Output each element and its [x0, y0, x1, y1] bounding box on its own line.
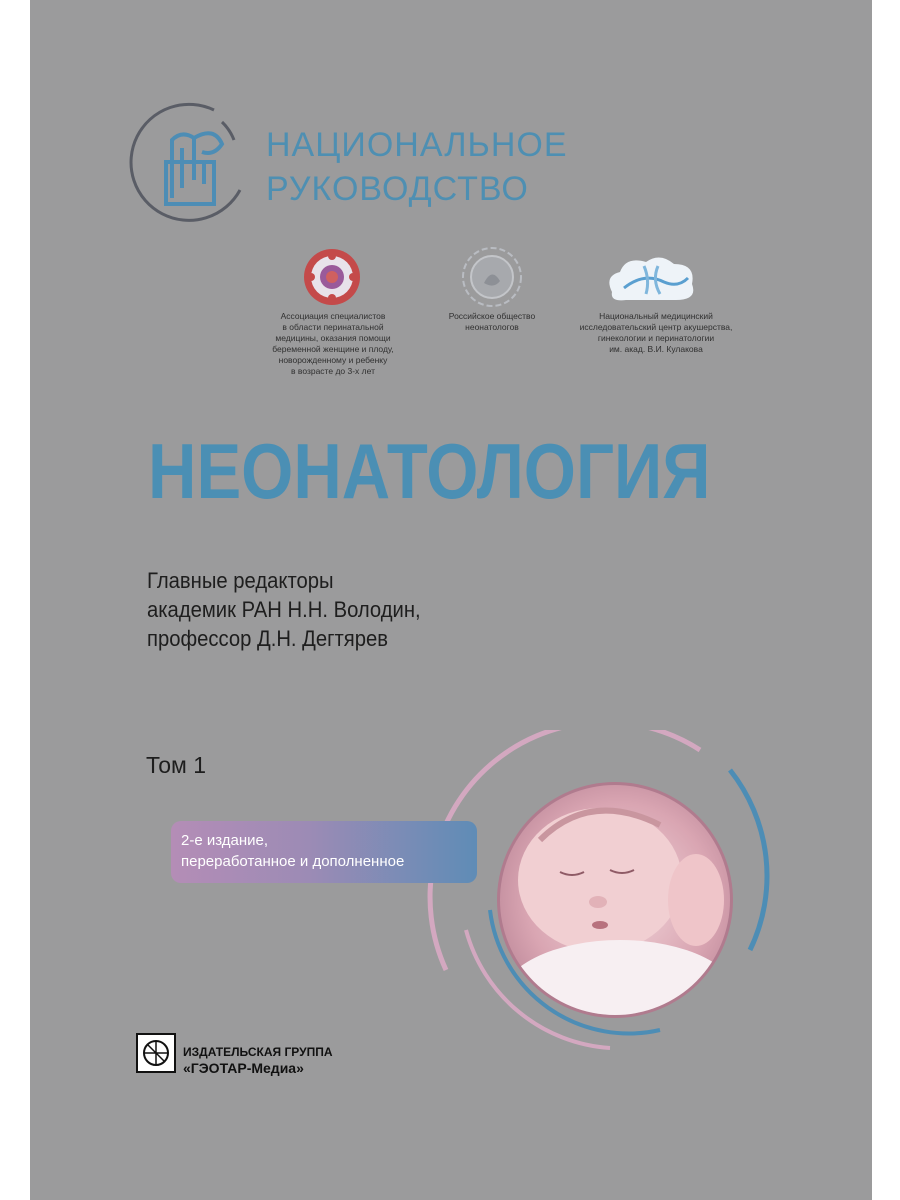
edition-line1: 2-е издание,	[181, 832, 269, 849]
editors-block	[147, 566, 421, 653]
organization-2-caption: Российское общество неонатологов	[448, 311, 536, 332]
publisher-logo-icon	[136, 1033, 176, 1073]
edition-badge	[171, 821, 477, 883]
series-title-line2: РУКОВОДСТВО	[266, 170, 529, 208]
perinatal-association-emblem-icon	[302, 247, 362, 307]
neonatologists-society-emblem-icon	[460, 245, 524, 309]
publisher-name	[183, 1044, 332, 1076]
editors-heading: Главные редакторы	[147, 568, 334, 593]
publisher-line1: ИЗДАТЕЛЬСКАЯ ГРУППА	[183, 1045, 333, 1059]
publisher-line2: «ГЭОТАР-Медиа»	[183, 1060, 304, 1076]
book-cover	[30, 0, 872, 1200]
volume-label: Том 1	[146, 752, 207, 778]
national-guide-emblem-icon	[122, 100, 252, 230]
edition-line2: переработанное и дополненное	[181, 853, 405, 870]
series-title-line1: НАЦИОНАЛЬНОЕ	[266, 126, 568, 164]
organization-3-caption: Национальный медицинский исследовательский центр акушерства, гинекологии и перинатологии им. акад. В.И. Кулакова	[579, 311, 733, 354]
editor-2: профессор Д.Н. Дегтярев	[147, 626, 389, 651]
organization-1-caption: Ассоциация специалистов в области перинатальной медицины, оказания помощи беременной женщине и плоду, новорожденному и ребенку в возрасте до 3-х лет	[272, 311, 394, 376]
book-title: НЕОНАТОЛОГИЯ	[148, 427, 711, 515]
baby-photo-illustration	[410, 730, 790, 1060]
kulakov-center-cloud-emblem-icon	[604, 252, 700, 308]
editor-1: академик РАН Н.Н. Володин,	[147, 597, 421, 622]
